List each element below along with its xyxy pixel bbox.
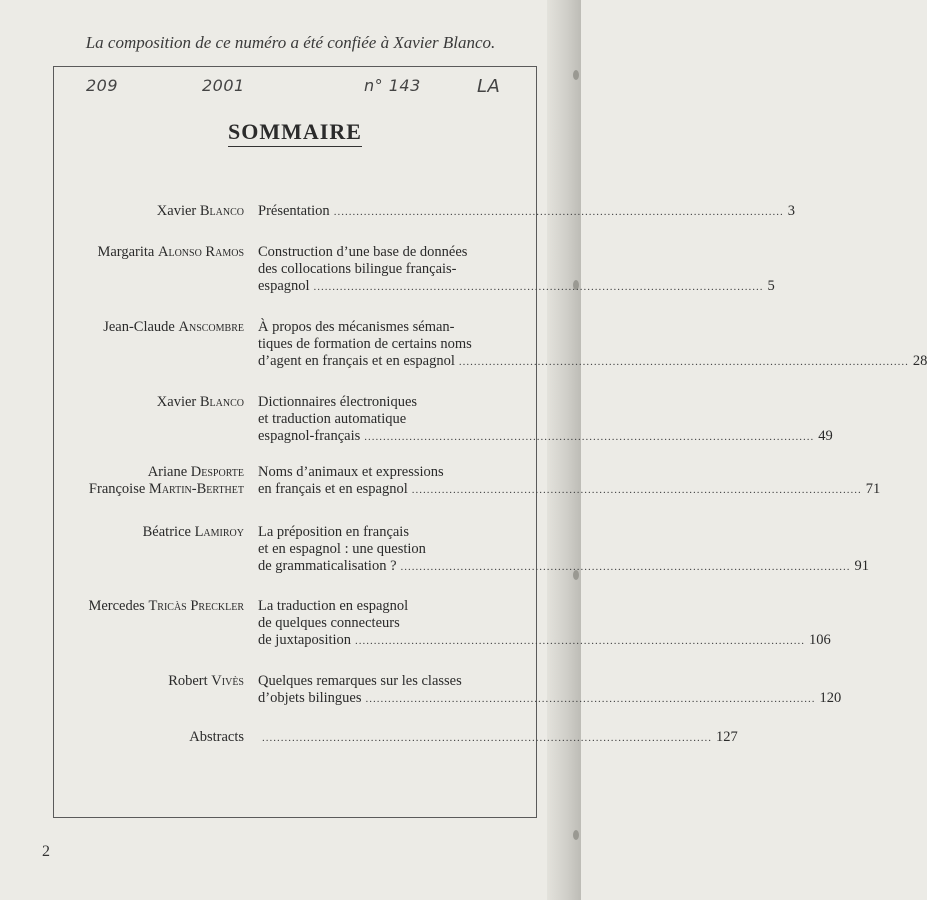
author-last-name: Blanco <box>199 394 244 410</box>
author-first-name: Mercedes <box>88 598 149 614</box>
handwritten-note: 2001 <box>202 76 245 95</box>
toc-title <box>258 673 842 708</box>
author-name <box>88 598 244 615</box>
title-line: La traduction en espagnol <box>258 598 409 614</box>
page-ref: 5 <box>767 278 775 294</box>
author-name <box>89 464 244 481</box>
title-line: Dictionnaires électroniques <box>258 394 418 410</box>
toc-title <box>258 394 833 446</box>
title-line: Présentation <box>258 203 330 219</box>
toc-title <box>258 598 831 650</box>
toc-authors <box>88 598 244 615</box>
title-line-with-page <box>258 729 738 747</box>
title-line: de quelques connecteurs <box>258 615 400 631</box>
author-last-name: Desporte <box>190 464 244 480</box>
dot-leader: ........................................................................................................................ <box>364 431 815 443</box>
author-first-name: Xavier <box>156 203 200 219</box>
author-first-name: Xavier <box>156 394 200 410</box>
title-line: Construction d’une base de données <box>258 244 468 260</box>
title-line: des collocations bilingue français- <box>258 261 457 277</box>
dot-leader: ........................................................................................................................ <box>333 206 784 218</box>
title-line: d’agent en français et en espagnol <box>258 353 455 369</box>
toc-title <box>258 524 870 576</box>
title-line-with-page <box>258 203 795 221</box>
toc-title <box>258 244 775 296</box>
title-line-with-page <box>258 428 833 446</box>
toc-title <box>258 203 795 221</box>
toc-authors <box>157 394 244 411</box>
dot-leader: ........................................................................................................................ <box>400 561 851 573</box>
handwritten-note: 209 <box>86 76 119 95</box>
title-line: espagnol <box>258 278 310 294</box>
author-name <box>157 394 244 411</box>
title-line-with-page <box>258 353 927 371</box>
edge-mark <box>573 70 579 80</box>
page-ref: 91 <box>854 558 870 574</box>
author-first-name: Margarita <box>97 244 158 260</box>
author-last-name: Martin-Berthet <box>148 481 244 497</box>
author-last-name: Blanco <box>199 203 244 219</box>
toc-authors <box>103 319 244 336</box>
title-line: espagnol-français <box>258 428 361 444</box>
author-first-name: Ariane <box>147 464 191 480</box>
dot-leader: ........................................................................................................................ <box>365 693 816 705</box>
page-ref: 71 <box>865 481 881 497</box>
page-ref: 120 <box>819 690 842 706</box>
page-edge <box>547 0 581 900</box>
page-number: 2 <box>42 843 50 860</box>
title-line-with-page <box>258 481 881 499</box>
toc-authors <box>168 673 244 690</box>
title-line: de grammaticalisation ? <box>258 558 397 574</box>
author-last-name: Alonso Ramos <box>158 244 244 260</box>
author-first-name: Françoise <box>88 481 149 497</box>
author-first-name: Robert <box>168 673 212 689</box>
title-line: d’objets bilingues <box>258 690 362 706</box>
title-line: et en espagnol : une question <box>258 541 426 557</box>
handwritten-note: LA <box>477 76 501 97</box>
title-line: Noms d’animaux et expressions <box>258 464 444 480</box>
page-ref: 28 <box>912 353 927 369</box>
contents-frame <box>53 66 927 818</box>
author-name <box>189 729 244 746</box>
title-line-with-page <box>258 632 831 650</box>
author-name <box>157 203 244 220</box>
dot-leader: ........................................................................................................................ <box>262 732 712 744</box>
author-first-name: Jean-Claude <box>103 319 179 335</box>
author-last-name: Vivès <box>211 673 244 689</box>
dot-leader: ........................................................................................................................ <box>355 635 806 647</box>
title-line: Quelques remarques sur les classes <box>258 673 462 689</box>
dot-leader: ........................................................................................................................ <box>458 356 909 368</box>
title-line-with-page <box>258 278 775 296</box>
dot-leader: ........................................................................................................................ <box>411 484 862 496</box>
title-line-with-page <box>258 690 842 708</box>
title-line-with-page <box>258 558 870 576</box>
page-ref: 3 <box>787 203 795 219</box>
author-last-name: Tricàs Preckler <box>148 598 244 614</box>
title-line: et traduction automatique <box>258 411 407 427</box>
toc-authors <box>189 729 244 746</box>
author-name <box>97 244 244 261</box>
section-label: Abstracts <box>189 729 244 745</box>
toc-authors <box>97 244 244 261</box>
toc-authors <box>143 524 244 541</box>
toc-title <box>258 729 738 747</box>
intro-line: La composition de ce numéro a été confiée à Xavier Blanco. <box>85 33 496 52</box>
title-line: La préposition en français <box>258 524 409 540</box>
dot-leader: ........................................................................................................................ <box>313 281 764 293</box>
author-last-name: Lamiroy <box>194 524 244 540</box>
author-name <box>143 524 244 541</box>
toc-authors <box>157 203 244 220</box>
author-name <box>103 319 244 336</box>
page-ref: 49 <box>818 428 833 444</box>
toc-title <box>258 464 881 499</box>
page-ref: 127 <box>716 729 738 745</box>
page-ref: 106 <box>809 632 831 648</box>
handwritten-note: n° 143 <box>364 76 421 95</box>
edge-mark <box>573 830 579 840</box>
author-first-name: Béatrice <box>142 524 195 540</box>
toc-title <box>258 319 927 371</box>
title-line: tiques de formation de certains noms <box>258 336 472 352</box>
author-last-name: Anscombre <box>178 319 244 335</box>
title-line: À propos des mécanismes séman- <box>258 319 455 335</box>
page-title: SOMMAIRE <box>54 119 536 145</box>
author-name <box>168 673 244 690</box>
title-line: en français et en espagnol <box>258 481 408 497</box>
toc-authors <box>89 464 244 498</box>
author-name <box>89 481 244 498</box>
title-line: de juxtaposition <box>258 632 352 648</box>
